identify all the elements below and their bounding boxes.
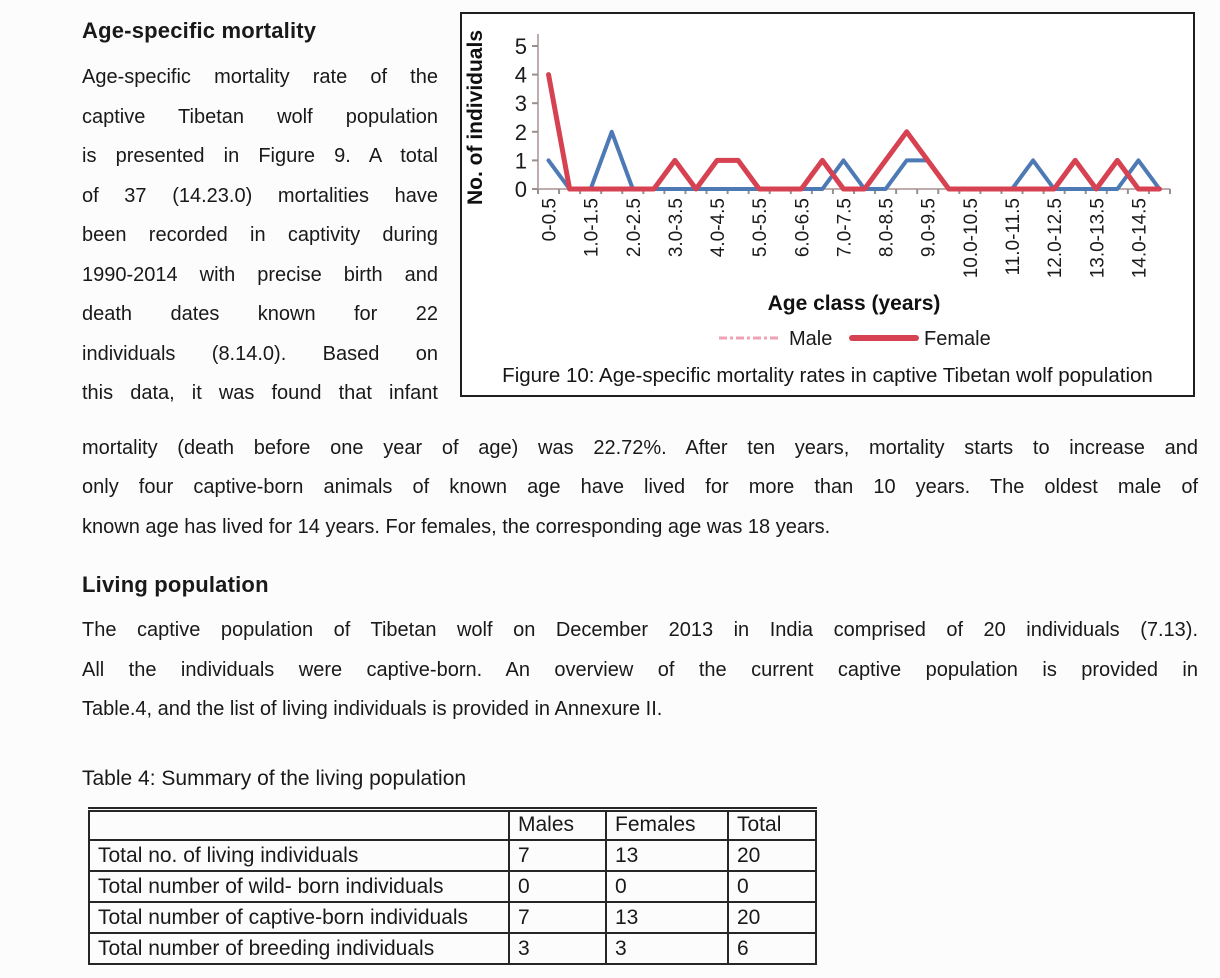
- text-line: The captive population of Tibetan wolf on December 2013 in India comprised of 20 individuals (7.13).: [82, 619, 1198, 641]
- row-label-cell: Total number of wild- born individuals: [89, 871, 509, 902]
- value-cell: 3: [509, 933, 606, 964]
- text-line: only four captive-born animals of known age have lived for more than 10 years. The oldest male of: [82, 476, 1198, 498]
- y-axis-title: No. of individuals: [464, 29, 487, 206]
- text-line: captive Tibetan wolf population: [82, 105, 438, 128]
- x-tick-label: 6.0-6.5: [792, 198, 814, 258]
- table-caption: Table 4: Summary of the living population: [82, 766, 467, 790]
- y-tick-label: 2: [514, 119, 527, 145]
- text-line: mortality (death before one year of age) was 22.72%. After ten years, mortality starts to increase and: [82, 436, 1198, 459]
- row-label-cell: Total number of captive-born individuals: [89, 902, 509, 933]
- text-line: Age-specific mortality rate of the: [82, 66, 438, 88]
- value-cell: 7: [509, 840, 606, 871]
- x-tick-label: 0-0.5: [539, 198, 561, 242]
- column-header: Total: [728, 809, 816, 840]
- x-axis-title: Age class (years): [767, 292, 941, 315]
- figure-10-box: [460, 12, 1195, 397]
- x-tick-label: 9.0-9.5: [918, 198, 940, 258]
- column-header: Females: [606, 809, 728, 840]
- value-cell: 6: [728, 933, 816, 964]
- value-cell: 0: [728, 871, 816, 902]
- legend-male-label: Male: [789, 328, 833, 350]
- x-tick-label: 13.0-13.5: [1087, 198, 1109, 279]
- value-cell: 7: [509, 902, 606, 933]
- y-tick-label: 5: [514, 34, 527, 59]
- x-tick-label: 11.0-11.5: [1003, 198, 1024, 276]
- table-row: [89, 933, 816, 964]
- body-paragraph-continued: [82, 429, 1198, 548]
- text-line: of 37 (14.23.0) mortalities have: [82, 184, 438, 207]
- value-cell: 0: [606, 871, 728, 902]
- value-cell: 13: [606, 840, 728, 871]
- x-tick-label: 14.0-14.5: [1129, 198, 1151, 279]
- legend-female-label: Female: [924, 328, 991, 350]
- column-header: Males: [509, 809, 606, 840]
- text-line: known age has lived for 14 years. For females, the corresponding age was 18 years.: [82, 515, 831, 538]
- value-cell: 0: [509, 871, 606, 902]
- text-line: 1990-2014 with precise birth and: [82, 263, 438, 286]
- table-header: [89, 809, 816, 840]
- text-line: been recorded in captivity during: [82, 224, 438, 246]
- value-cell: 13: [606, 902, 728, 933]
- value-cell: 20: [728, 840, 816, 871]
- y-tick-label: 0: [514, 177, 527, 202]
- row-label-cell: Total no. of living individuals: [89, 840, 509, 871]
- text-line: All the individuals were captive-born. An overview of the current captive population is provided in: [82, 658, 1198, 681]
- x-tick-label: 5.0-5.5: [750, 198, 772, 258]
- x-tick-label: 10.0-10.5: [960, 198, 982, 279]
- x-tick-label: 1.0-1.5: [581, 198, 603, 258]
- x-tick-label: 7.0-7.5: [834, 198, 856, 258]
- table-row: [89, 902, 816, 933]
- y-tick-label: 1: [514, 148, 527, 174]
- column-header: [89, 809, 509, 840]
- figure-caption: Figure 10: Age-specific mortality rates in captive Tibetan wolf population: [502, 364, 1153, 387]
- x-tick-label: 2.0-2.5: [623, 198, 645, 258]
- text-line: individuals (8.14.0). Based on: [82, 342, 438, 365]
- text-line: this data, it was found that infant: [82, 382, 438, 404]
- x-tick-label: 12.0-12.5: [1045, 198, 1067, 279]
- y-tick-label: 3: [514, 91, 527, 117]
- body-paragraph: [82, 58, 438, 414]
- value-cell: 3: [606, 933, 728, 964]
- y-tick-label: 4: [514, 62, 527, 88]
- row-label-cell: Total number of breeding individuals: [89, 933, 509, 964]
- x-tick-label: 4.0-4.5: [708, 198, 730, 258]
- x-tick-label: 8.0-8.5: [876, 198, 898, 258]
- table-row: [89, 840, 816, 871]
- text-line: death dates known for 22: [82, 303, 438, 325]
- left-text-column: [82, 12, 438, 414]
- living-population-table: [88, 807, 817, 966]
- value-cell: 20: [728, 902, 816, 933]
- male-series-line: [549, 132, 1160, 189]
- top-section: [82, 12, 1198, 414]
- mortality-line-chart: [464, 14, 1191, 362]
- living-population-paragraph: [82, 611, 1198, 730]
- text-line: Table.4, and the list of living individuals is provided in Annexure II.: [82, 698, 663, 720]
- section-heading-age-specific-mortality: Age-specific mortality: [82, 18, 317, 43]
- table-body: [89, 840, 816, 964]
- x-tick-label: 3.0-3.5: [665, 198, 687, 258]
- table-row: [89, 871, 816, 902]
- text-line: is presented in Figure 9. A total: [82, 145, 438, 167]
- section-heading-living-population: Living population: [82, 572, 269, 597]
